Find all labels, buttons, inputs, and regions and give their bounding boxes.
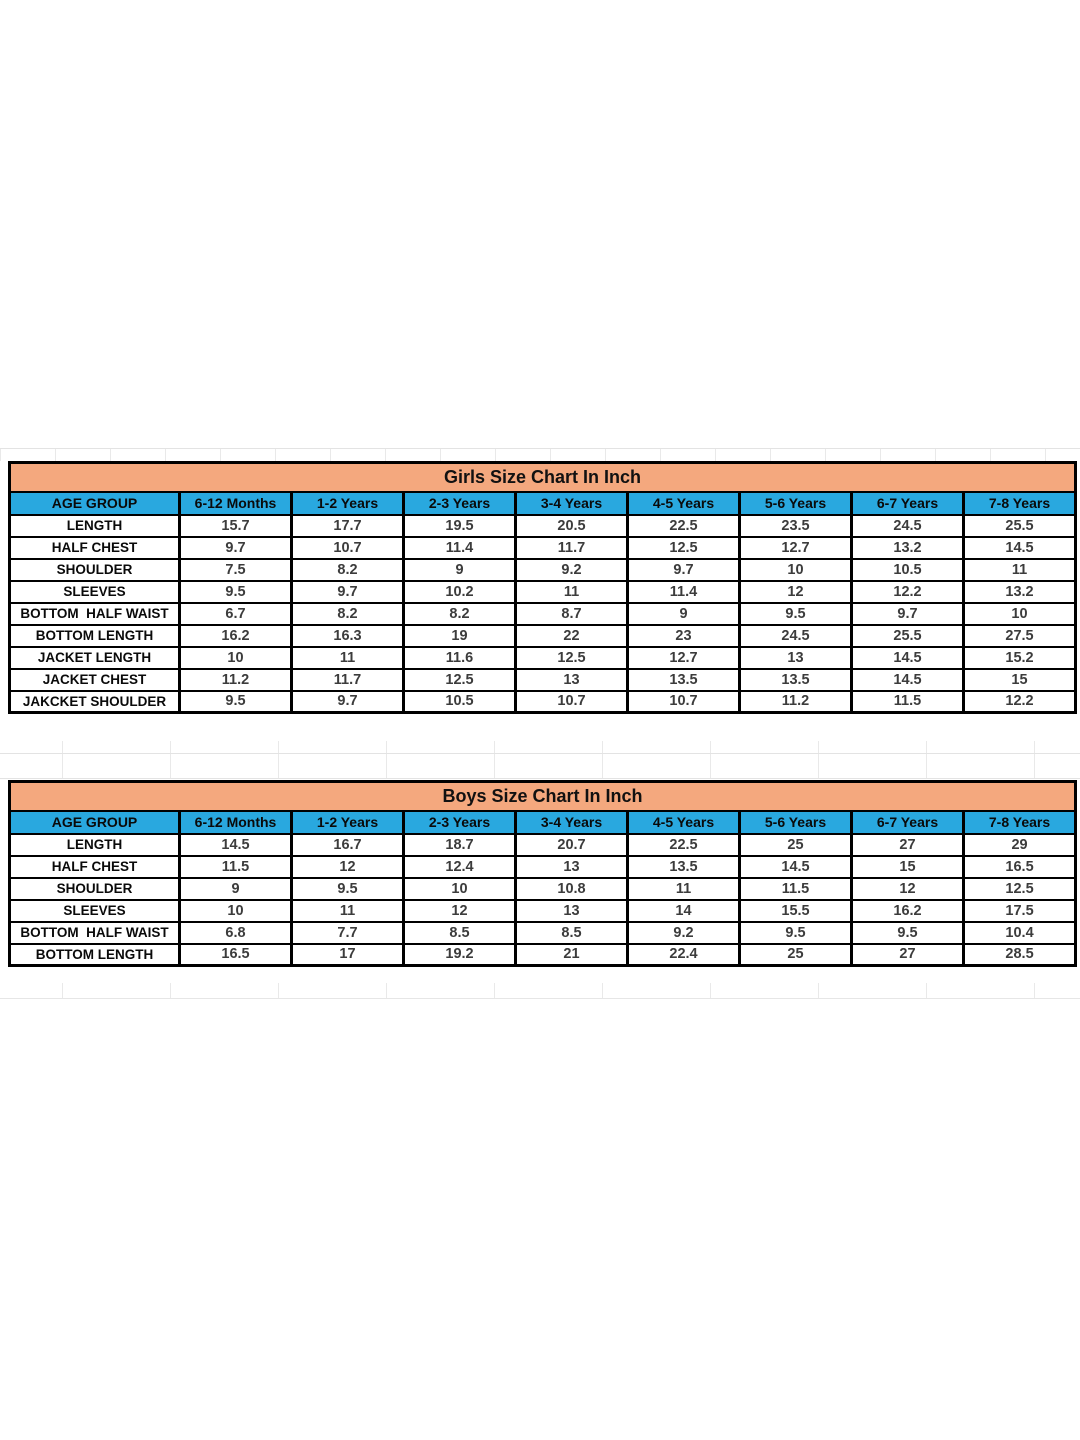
size-value-cell: 8.5 — [404, 922, 516, 944]
size-value-cell: 14 — [628, 900, 740, 922]
size-value-cell: 11.7 — [516, 537, 628, 559]
size-value-cell: 13.2 — [964, 581, 1076, 603]
measurement-label-cell: SLEEVES — [10, 900, 180, 922]
table-title-row — [10, 782, 1076, 811]
size-value-cell: 23 — [628, 625, 740, 647]
measurement-label-cell: BOTTOM HALF WAIST — [10, 603, 180, 625]
size-value-cell: 17.5 — [964, 900, 1076, 922]
size-value-cell: 23.5 — [740, 515, 852, 537]
measurement-label-cell: JAKCKET SHOULDER — [10, 691, 180, 713]
table-row — [10, 647, 1076, 669]
size-value-cell: 12 — [292, 856, 404, 878]
size-value-cell: 10.8 — [516, 878, 628, 900]
measurement-label-cell: LENGTH — [10, 834, 180, 856]
size-value-cell: 12.4 — [404, 856, 516, 878]
table-row — [10, 581, 1076, 603]
size-value-cell: 20.5 — [516, 515, 628, 537]
size-value-cell: 12.5 — [964, 878, 1076, 900]
table-header-row — [10, 811, 1076, 834]
size-value-cell: 9 — [180, 878, 292, 900]
size-value-cell: 8.2 — [404, 603, 516, 625]
age-range-header-cell: 1-2 Years — [292, 811, 404, 834]
size-value-cell: 12.7 — [628, 647, 740, 669]
size-value-cell: 21 — [516, 944, 628, 966]
size-value-cell: 9.2 — [628, 922, 740, 944]
measurement-label-cell: SHOULDER — [10, 559, 180, 581]
size-value-cell: 17 — [292, 944, 404, 966]
size-value-cell: 9.7 — [292, 691, 404, 713]
size-value-cell: 22.5 — [628, 515, 740, 537]
table-row — [10, 515, 1076, 537]
table-row — [10, 625, 1076, 647]
size-value-cell: 13.2 — [852, 537, 964, 559]
measurement-label-cell: BOTTOM HALF WAIST — [10, 922, 180, 944]
size-value-cell: 10.2 — [404, 581, 516, 603]
size-value-cell: 16.3 — [292, 625, 404, 647]
spreadsheet-gridlines-bottom — [0, 983, 1080, 999]
table-row — [10, 691, 1076, 713]
size-value-cell: 16.2 — [852, 900, 964, 922]
table-row — [10, 922, 1076, 944]
size-value-cell: 13.5 — [628, 669, 740, 691]
size-value-cell: 16.7 — [292, 834, 404, 856]
size-value-cell: 15.5 — [740, 900, 852, 922]
size-value-cell: 9.5 — [740, 922, 852, 944]
size-value-cell: 11.5 — [740, 878, 852, 900]
size-value-cell: 11.6 — [404, 647, 516, 669]
size-value-cell: 27.5 — [964, 625, 1076, 647]
measurement-label-cell: JACKET CHEST — [10, 669, 180, 691]
table-row — [10, 856, 1076, 878]
size-value-cell: 10.7 — [292, 537, 404, 559]
size-value-cell: 11.5 — [180, 856, 292, 878]
size-value-cell: 11 — [516, 581, 628, 603]
measurement-label-cell: SHOULDER — [10, 878, 180, 900]
size-value-cell: 9.5 — [180, 691, 292, 713]
table-row — [10, 878, 1076, 900]
age-range-header-cell: 3-4 Years — [516, 492, 628, 515]
age-range-header-cell: 2-3 Years — [404, 492, 516, 515]
girls-size-chart-table — [8, 461, 1077, 714]
size-value-cell: 11.7 — [292, 669, 404, 691]
boys-size-chart-table — [8, 780, 1077, 967]
size-value-cell: 9.2 — [516, 559, 628, 581]
size-value-cell: 14.5 — [740, 856, 852, 878]
table-row — [10, 603, 1076, 625]
size-value-cell: 15.2 — [964, 647, 1076, 669]
table-header-row — [10, 492, 1076, 515]
size-value-cell: 10.7 — [628, 691, 740, 713]
size-value-cell: 15.7 — [180, 515, 292, 537]
size-value-cell: 9.7 — [628, 559, 740, 581]
spreadsheet-gridlines-top — [0, 448, 1080, 461]
size-value-cell: 8.7 — [516, 603, 628, 625]
size-value-cell: 11.4 — [404, 537, 516, 559]
size-value-cell: 13 — [516, 900, 628, 922]
table-title: Boys Size Chart In Inch — [10, 782, 1076, 811]
size-value-cell: 19 — [404, 625, 516, 647]
size-value-cell: 9.7 — [180, 537, 292, 559]
size-value-cell: 25.5 — [852, 625, 964, 647]
size-value-cell: 13 — [516, 669, 628, 691]
size-value-cell: 14.5 — [852, 669, 964, 691]
size-value-cell: 9.5 — [292, 878, 404, 900]
spreadsheet-gridlines-middle — [0, 741, 1080, 779]
size-value-cell: 13.5 — [628, 856, 740, 878]
size-value-cell: 27 — [852, 944, 964, 966]
age-range-header-cell: 1-2 Years — [292, 492, 404, 515]
size-value-cell: 11 — [292, 900, 404, 922]
size-value-cell: 11 — [628, 878, 740, 900]
size-value-cell: 15 — [964, 669, 1076, 691]
size-value-cell: 12 — [740, 581, 852, 603]
size-value-cell: 10 — [404, 878, 516, 900]
size-value-cell: 12.5 — [516, 647, 628, 669]
size-value-cell: 22 — [516, 625, 628, 647]
size-value-cell: 9 — [404, 559, 516, 581]
size-value-cell: 14.5 — [964, 537, 1076, 559]
size-value-cell: 27 — [852, 834, 964, 856]
table-row — [10, 669, 1076, 691]
size-value-cell: 14.5 — [852, 647, 964, 669]
size-value-cell: 10.4 — [964, 922, 1076, 944]
age-range-header-cell: 4-5 Years — [628, 492, 740, 515]
size-value-cell: 16.2 — [180, 625, 292, 647]
age-range-header-cell: 2-3 Years — [404, 811, 516, 834]
size-value-cell: 8.5 — [516, 922, 628, 944]
measurement-label-cell: HALF CHEST — [10, 537, 180, 559]
size-value-cell: 24.5 — [852, 515, 964, 537]
age-range-header-cell: 7-8 Years — [964, 492, 1076, 515]
size-value-cell: 22.4 — [628, 944, 740, 966]
measurement-label-cell: BOTTOM LENGTH — [10, 625, 180, 647]
age-range-header-cell: 5-6 Years — [740, 811, 852, 834]
size-value-cell: 12 — [852, 878, 964, 900]
size-value-cell: 9.7 — [292, 581, 404, 603]
size-value-cell: 11.2 — [740, 691, 852, 713]
size-value-cell: 10 — [180, 647, 292, 669]
age-range-header-cell: 3-4 Years — [516, 811, 628, 834]
size-value-cell: 25.5 — [964, 515, 1076, 537]
size-value-cell: 16.5 — [180, 944, 292, 966]
age-range-header-cell: 6-12 Months — [180, 492, 292, 515]
size-value-cell: 10.5 — [852, 559, 964, 581]
age-range-header-cell: 6-7 Years — [852, 811, 964, 834]
size-value-cell: 7.5 — [180, 559, 292, 581]
measurement-label-cell: LENGTH — [10, 515, 180, 537]
measurement-label-cell: BOTTOM LENGTH — [10, 944, 180, 966]
table-row — [10, 944, 1076, 966]
size-value-cell: 16.5 — [964, 856, 1076, 878]
size-value-cell: 12.2 — [964, 691, 1076, 713]
table-row — [10, 559, 1076, 581]
size-value-cell: 10 — [180, 900, 292, 922]
size-value-cell: 11 — [964, 559, 1076, 581]
size-value-cell: 12 — [404, 900, 516, 922]
age-group-header-cell: AGE GROUP — [10, 811, 180, 834]
size-value-cell: 14.5 — [180, 834, 292, 856]
size-value-cell: 12.5 — [628, 537, 740, 559]
measurement-label-cell: JACKET LENGTH — [10, 647, 180, 669]
size-value-cell: 11 — [292, 647, 404, 669]
size-value-cell: 17.7 — [292, 515, 404, 537]
size-value-cell: 18.7 — [404, 834, 516, 856]
size-value-cell: 19.5 — [404, 515, 516, 537]
measurement-label-cell: SLEEVES — [10, 581, 180, 603]
size-value-cell: 6.8 — [180, 922, 292, 944]
table-title-row — [10, 463, 1076, 492]
size-value-cell: 22.5 — [628, 834, 740, 856]
size-value-cell: 7.7 — [292, 922, 404, 944]
table-row — [10, 537, 1076, 559]
size-value-cell: 8.2 — [292, 559, 404, 581]
age-range-header-cell: 6-12 Months — [180, 811, 292, 834]
table-row — [10, 900, 1076, 922]
age-group-header-cell: AGE GROUP — [10, 492, 180, 515]
size-value-cell: 12.7 — [740, 537, 852, 559]
size-value-cell: 20.7 — [516, 834, 628, 856]
size-value-cell: 9.5 — [852, 922, 964, 944]
size-value-cell: 13.5 — [740, 669, 852, 691]
size-value-cell: 11.5 — [852, 691, 964, 713]
size-value-cell: 10.5 — [404, 691, 516, 713]
size-value-cell: 8.2 — [292, 603, 404, 625]
size-value-cell: 13 — [740, 647, 852, 669]
age-range-header-cell: 7-8 Years — [964, 811, 1076, 834]
size-value-cell: 9 — [628, 603, 740, 625]
size-value-cell: 11.2 — [180, 669, 292, 691]
size-value-cell: 12.5 — [404, 669, 516, 691]
size-value-cell: 12.2 — [852, 581, 964, 603]
size-value-cell: 19.2 — [404, 944, 516, 966]
measurement-label-cell: HALF CHEST — [10, 856, 180, 878]
size-value-cell: 29 — [964, 834, 1076, 856]
size-value-cell: 9.5 — [180, 581, 292, 603]
size-value-cell: 9.5 — [740, 603, 852, 625]
size-value-cell: 11.4 — [628, 581, 740, 603]
size-value-cell: 24.5 — [740, 625, 852, 647]
age-range-header-cell: 6-7 Years — [852, 492, 964, 515]
size-value-cell: 9.7 — [852, 603, 964, 625]
size-value-cell: 10.7 — [516, 691, 628, 713]
size-value-cell: 15 — [852, 856, 964, 878]
table-row — [10, 834, 1076, 856]
size-value-cell: 6.7 — [180, 603, 292, 625]
size-value-cell: 13 — [516, 856, 628, 878]
table-title: Girls Size Chart In Inch — [10, 463, 1076, 492]
size-value-cell: 10 — [740, 559, 852, 581]
size-value-cell: 25 — [740, 944, 852, 966]
size-value-cell: 28.5 — [964, 944, 1076, 966]
age-range-header-cell: 4-5 Years — [628, 811, 740, 834]
size-value-cell: 10 — [964, 603, 1076, 625]
age-range-header-cell: 5-6 Years — [740, 492, 852, 515]
size-value-cell: 25 — [740, 834, 852, 856]
